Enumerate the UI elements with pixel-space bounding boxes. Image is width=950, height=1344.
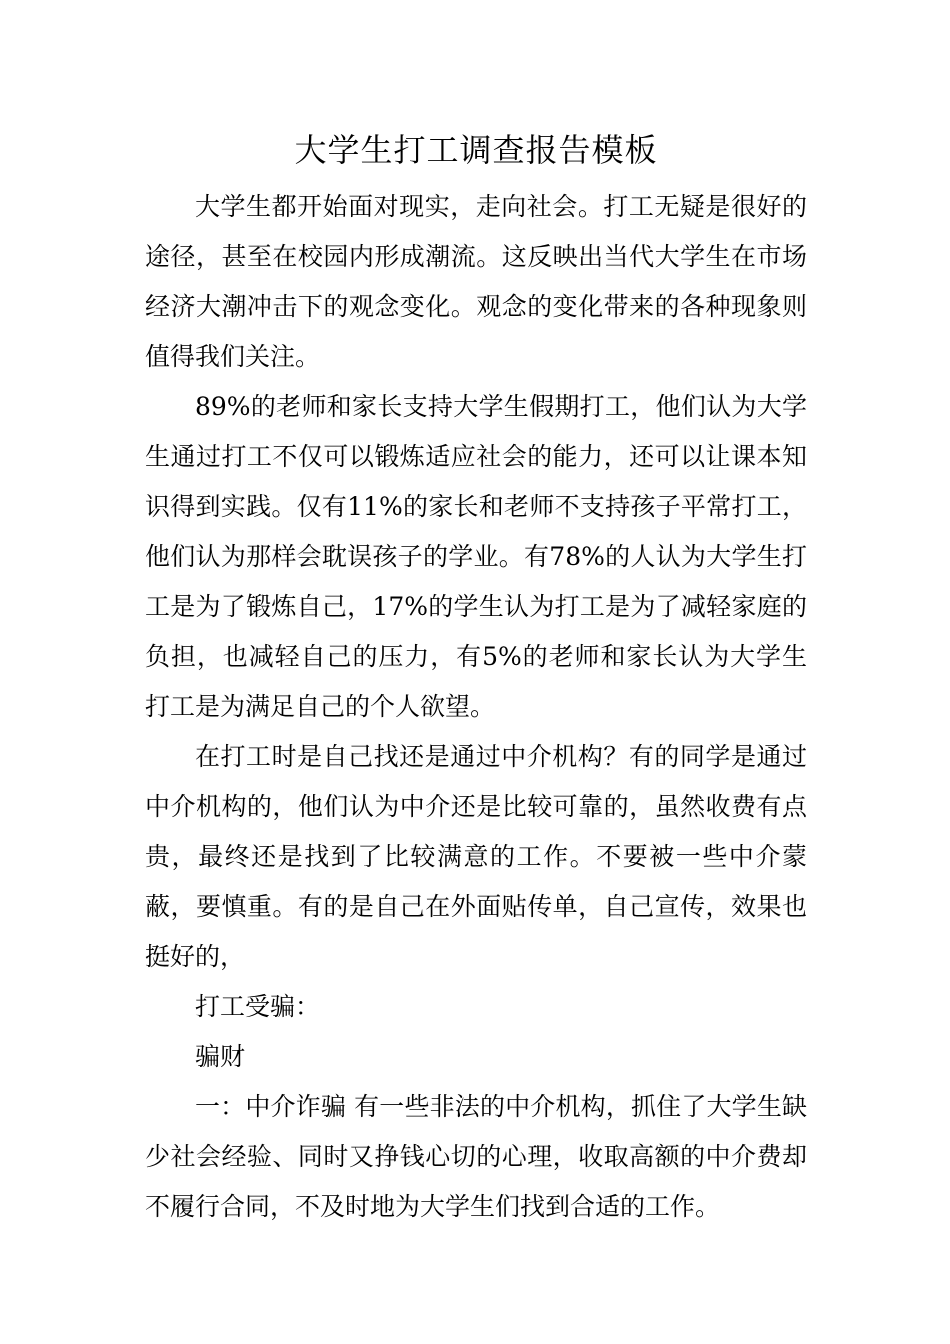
paragraph-statistics: 89%的老师和家长支持大学生假期打工，他们认为大学生通过打工不仅可以锻炼适应社会的能力，还可以让课本知识得到实践。仅有11%的家长和老师不支持孩子平常打工，他们认为那样会耽误孩子的学业。有78%的人认为大学生打工是为了锻炼自己，17%的学生认为打工是为了减轻家庭的负担，也减轻自己的压力，有5%的老师和家长认为大学生打工是为满足自己的个人欲望。 [145,392,807,721]
paragraph-fraud-heading: 打工受骗： [195,992,321,1021]
paragraph-agency: 在打工时是自己找还是通过中介机构？有的同学是通过中介机构的，他们认为中介还是比较可靠的，虽然收费有点贵，最终还是找到了比较满意的工作。不要被一些中介蒙蔽，要慎重。有的是自己在外面贴传单，自己宣传，效果也挺好的， [145,742,807,971]
document-page [145,128,807,1232]
paragraph-intro: 大学生都开始面对现实，走向社会。打工无疑是很好的途径，甚至在校园内形成潮流。这反映出当代大学生在市场经济大潮冲击下的观念变化。观念的变化带来的各种现象则值得我们关注。 [145,192,807,371]
paragraph-fraud-subheading: 骗财 [195,1042,246,1071]
paragraph-agency-fraud: 一：中介诈骗 有一些非法的中介机构，抓住了大学生缺少社会经验、同时又挣钱心切的心理，收取高额的中介费却不履行合同，不及时地为大学生们找到合适的工作。 [145,1092,807,1221]
document-title: 大学生打工调查报告模板 [294,131,658,169]
